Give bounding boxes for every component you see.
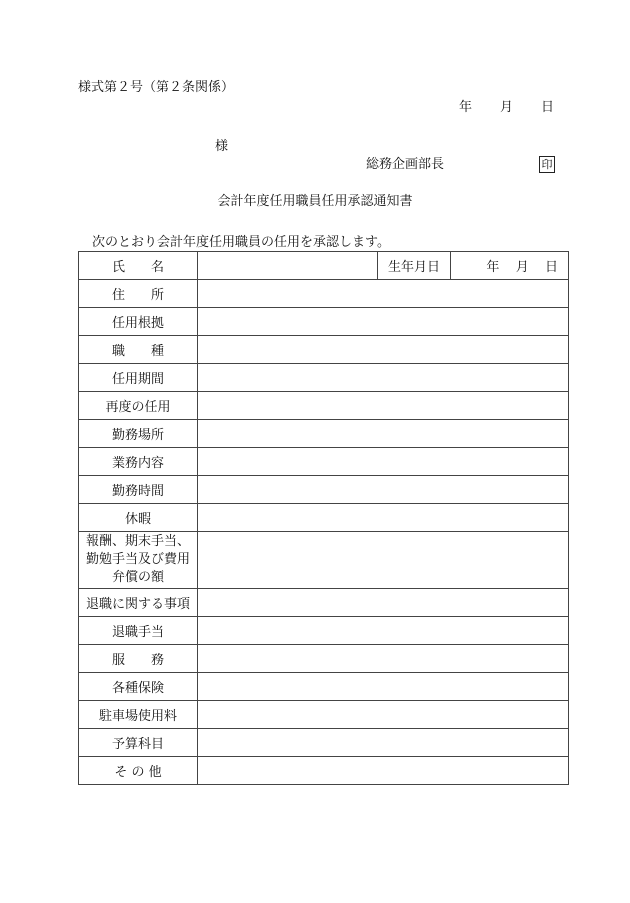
date-day: 日: [541, 100, 555, 115]
row-value-parking[interactable]: [198, 701, 569, 729]
table-row: [79, 757, 569, 785]
table-row: [79, 420, 569, 448]
form-number: 様式第２号（第２条関係）: [78, 80, 235, 95]
dob-label: 生年月日: [378, 252, 451, 280]
date-month: 月: [500, 100, 514, 115]
row-value-service[interactable]: [198, 645, 569, 673]
table-row: [79, 645, 569, 673]
dob-day: 日: [544, 260, 558, 275]
pay-label-line-1: 報酬、期末手当、: [85, 534, 190, 549]
row-value-budget[interactable]: [198, 729, 569, 757]
approval-table: [78, 251, 569, 785]
row-value-other[interactable]: [198, 757, 569, 785]
table-row: [79, 673, 569, 701]
row-label-parking: 駐車場使用料: [79, 701, 198, 729]
table-row: [79, 280, 569, 308]
row-value-leave[interactable]: [198, 504, 569, 532]
date-line: [459, 101, 554, 114]
pay-label-line-2: 勤勉手当及び費用: [85, 552, 190, 567]
dob-value-field[interactable]: [451, 252, 569, 280]
table-row: [79, 504, 569, 532]
table-row: [79, 336, 569, 364]
issuer-title: 総務企画部長: [366, 157, 445, 172]
row-value-retirement-allowance[interactable]: [198, 617, 569, 645]
row-value-duties[interactable]: [198, 448, 569, 476]
row-label-job-type: 職 種: [79, 336, 198, 364]
row-value-reappointment[interactable]: [198, 392, 569, 420]
name-value-field[interactable]: [198, 252, 378, 280]
row-value-period[interactable]: [198, 364, 569, 392]
row-label-budget: 予算科目: [79, 729, 198, 757]
table-row: [79, 617, 569, 645]
name-label: 氏 名: [79, 252, 198, 280]
table-row: [79, 589, 569, 617]
row-value-job-type[interactable]: [198, 336, 569, 364]
row-label-address: 住 所: [79, 280, 198, 308]
table-row: [79, 364, 569, 392]
table-row: [79, 476, 569, 504]
row-value-basis[interactable]: [198, 308, 569, 336]
row-label-pay: [79, 532, 198, 589]
row-label-duties: 業務内容: [79, 448, 198, 476]
row-label-period: 任用期間: [79, 364, 198, 392]
intro-text: 次のとおり会計年度任用職員の任用を承認します。: [92, 235, 390, 250]
row-label-workplace: 勤務場所: [79, 420, 198, 448]
row-label-service: 服 務: [79, 645, 198, 673]
seal-mark: 印: [539, 156, 555, 173]
row-label-other: そ の 他: [79, 757, 198, 785]
table-row: [79, 392, 569, 420]
table-row: [79, 701, 569, 729]
row-value-hours[interactable]: [198, 476, 569, 504]
dob-year: 年: [486, 260, 500, 275]
row-label-insurance: 各種保険: [79, 673, 198, 701]
row-label-retirement: 退職に関する事項: [79, 589, 198, 617]
table-row-name: [79, 252, 569, 280]
dob-month: 月: [515, 260, 529, 275]
row-value-workplace[interactable]: [198, 420, 569, 448]
row-label-retirement-allowance: 退職手当: [79, 617, 198, 645]
pay-label-line-3: 弁償の額: [111, 570, 164, 585]
row-label-basis: 任用根拠: [79, 308, 198, 336]
row-value-insurance[interactable]: [198, 673, 569, 701]
table-row: [79, 448, 569, 476]
row-label-leave: 休暇: [79, 504, 198, 532]
row-label-hours: 勤務時間: [79, 476, 198, 504]
addressee-suffix: 様: [215, 139, 229, 154]
document-title: 会計年度任用職員任用承認通知書: [217, 194, 413, 209]
table-row: [79, 729, 569, 757]
row-value-pay[interactable]: [198, 532, 569, 589]
row-label-reappointment: 再度の任用: [79, 392, 198, 420]
row-value-address[interactable]: [198, 280, 569, 308]
date-year: 年: [459, 100, 473, 115]
table-row: [79, 308, 569, 336]
row-value-retirement[interactable]: [198, 589, 569, 617]
table-row: [79, 532, 569, 589]
